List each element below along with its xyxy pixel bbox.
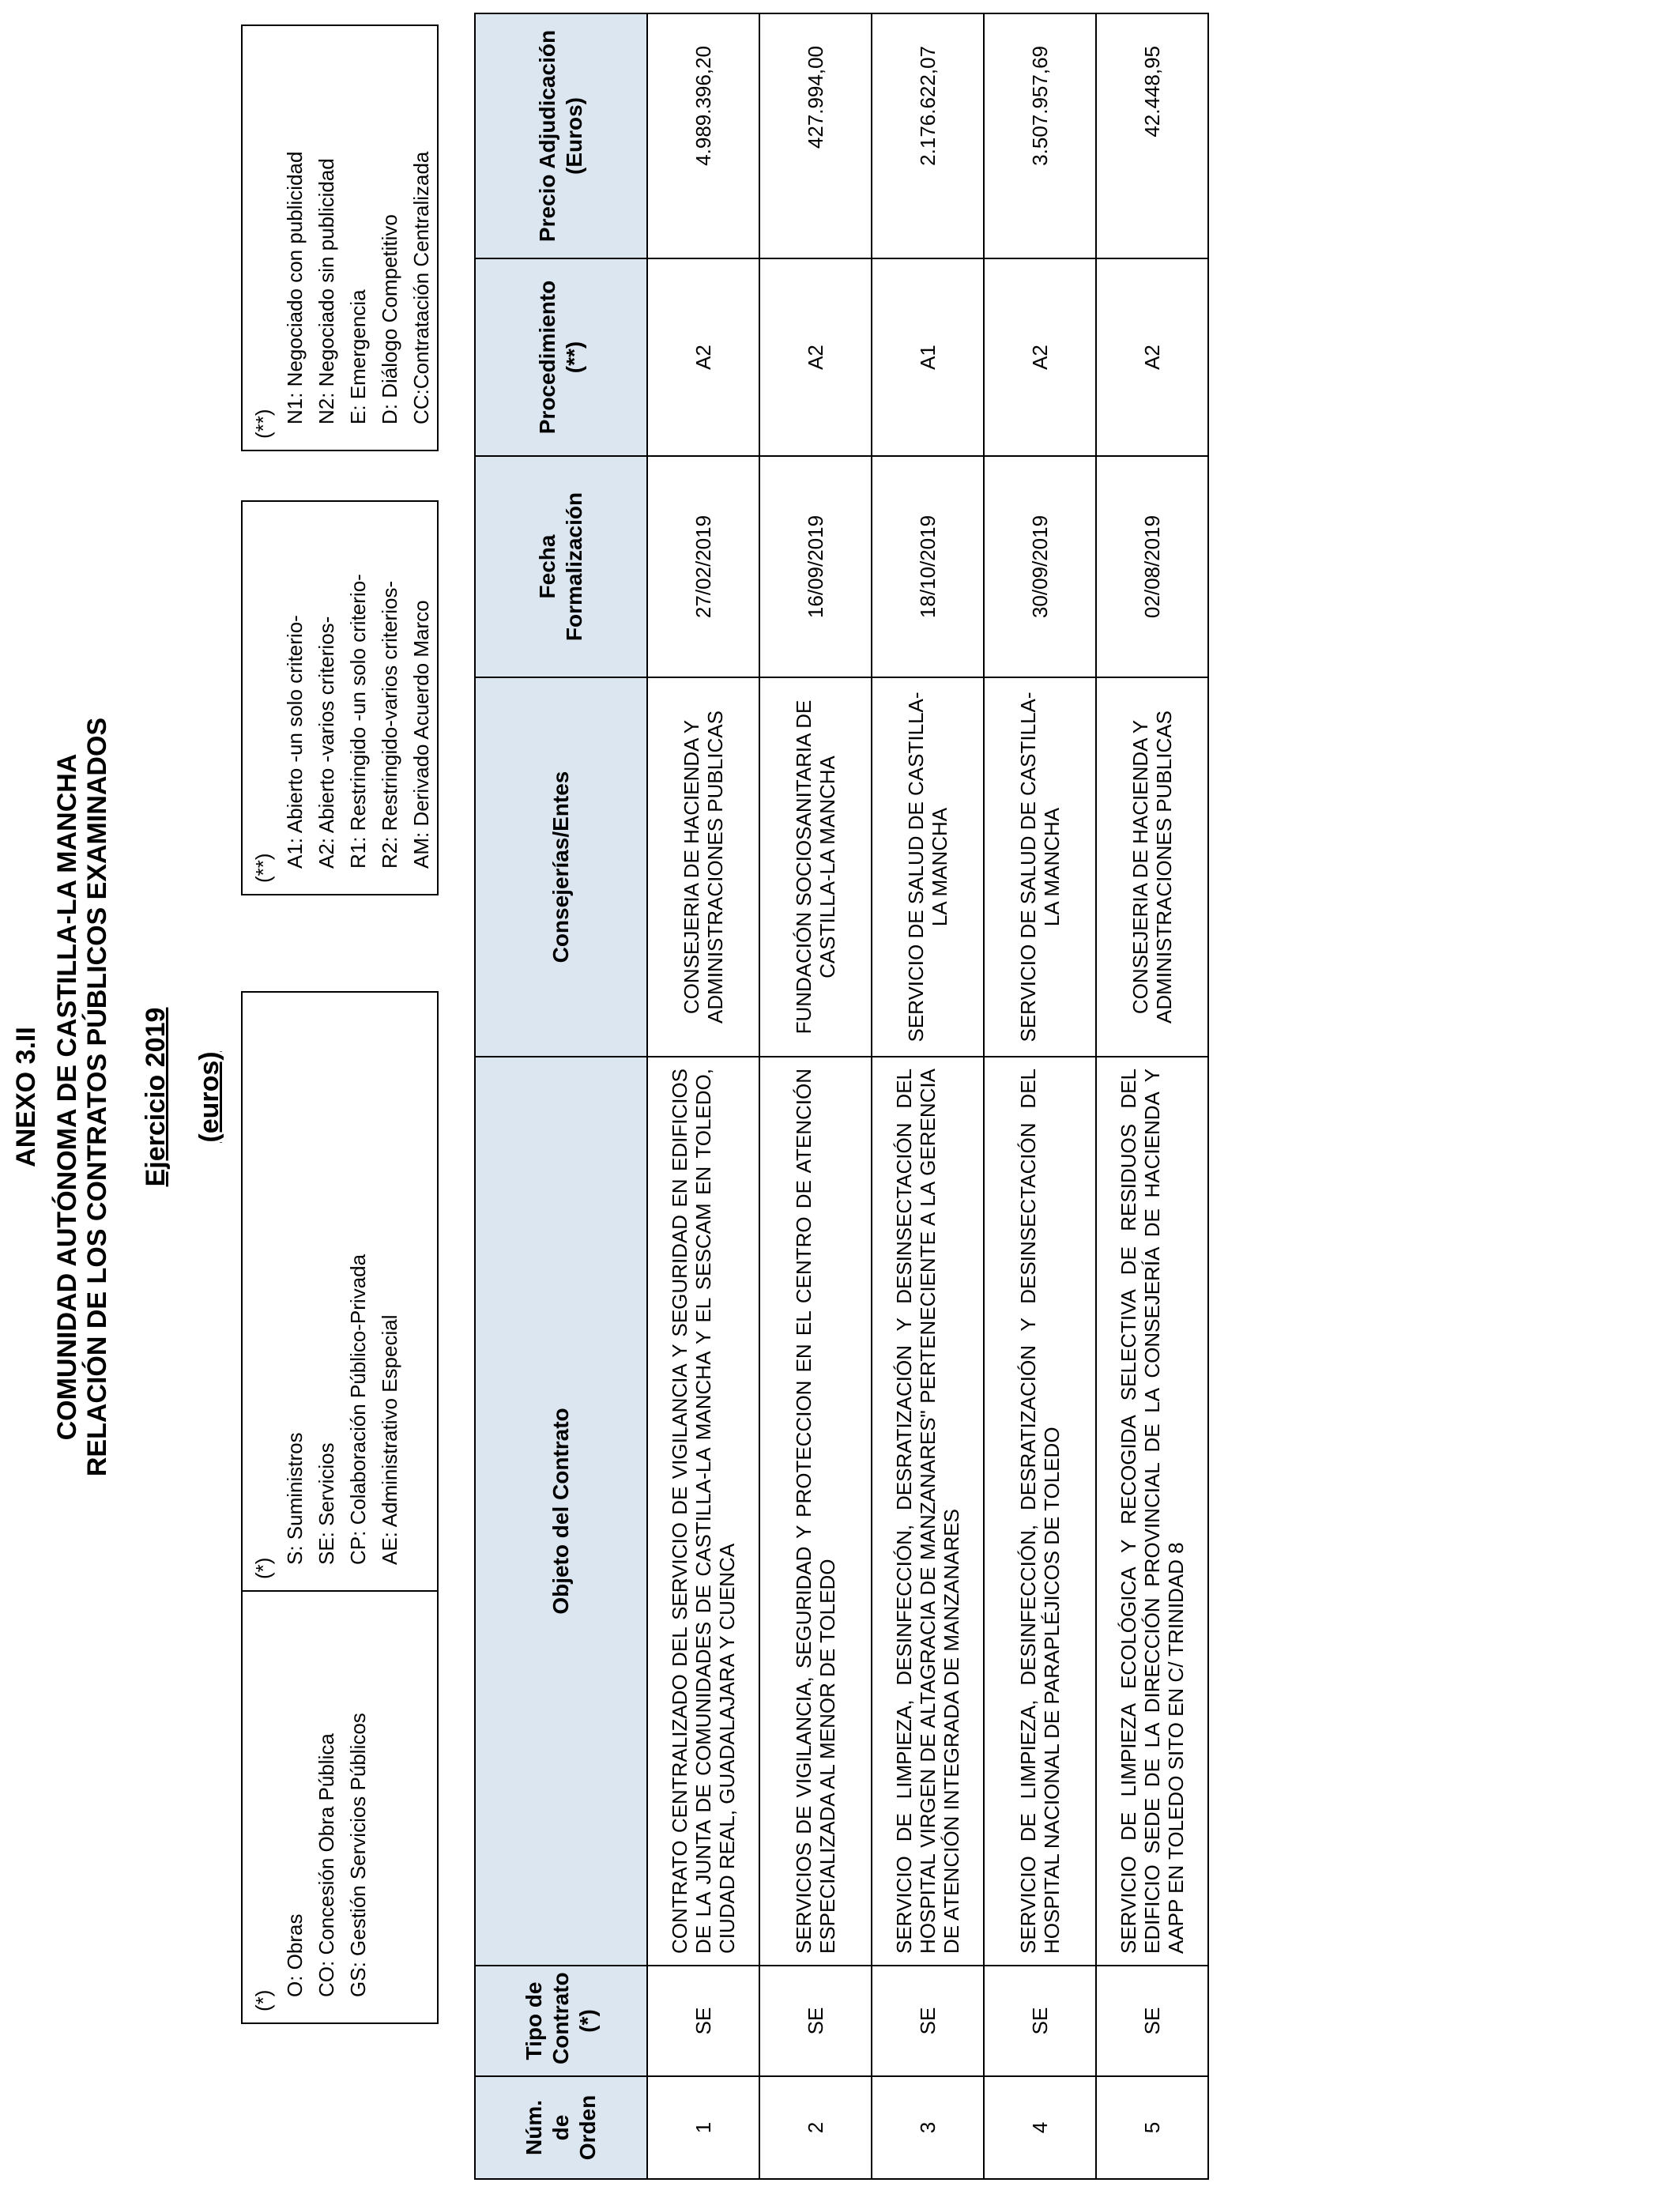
legend-item: N1: Negociado con publicidad (283, 151, 307, 424)
cell-procedimiento: A1 (872, 258, 984, 456)
table-row (984, 13, 1096, 2179)
cell-objeto: CONTRATO CENTRALIZADO DEL SERVICIO DE VIGILANCIA Y SEGURIDAD EN EDIFICIOS DE LA JUNTA DE COMUNIDADES DE CASTILLA-LA MANCHA Y EL SESCAM EN TOLEDO, CIUDAD REAL, GUADALAJARA Y CUENCA (647, 1057, 759, 1966)
table-row (1096, 13, 1208, 2179)
report-title: RELACIÓN DE LOS CONTRATOS PÚBLICOS EXAMINADOS (82, 717, 112, 1477)
cell-precio: 42.448,95 (1096, 13, 1208, 258)
legend-item: A2: Abierto -varios criterios- (315, 616, 338, 869)
legend-item: AM: Derivado Acuerdo Marco (409, 600, 433, 869)
header-fecha: Fecha Formalización (475, 456, 647, 677)
header-entes: Consejerías/Entes (475, 677, 647, 1057)
cell-procedimiento: A2 (759, 258, 872, 456)
cell-num: 1 (647, 2076, 759, 2179)
cell-procedimiento: A2 (984, 258, 1096, 456)
cell-entes: SERVICIO DE SALUD DE CASTILLA-LA MANCHA (984, 677, 1096, 1057)
cell-procedimiento: A2 (1096, 258, 1208, 456)
cell-precio: 3.507.957,69 (984, 13, 1096, 258)
legend-mark: (**) (251, 853, 275, 883)
cell-entes: CONSEJERIA DE HACIENDA Y ADMINISTRACIONES PUBLICAS (647, 677, 759, 1057)
legend-item: SE: Servicios (315, 1442, 338, 1565)
cell-procedimiento: A2 (647, 258, 759, 456)
cell-num: 4 (984, 2076, 1096, 2179)
cell-precio: 4.989.396,20 (647, 13, 759, 258)
header-procedimiento: Procedimiento (**) (475, 258, 647, 456)
cell-fecha: 30/09/2019 (984, 456, 1096, 677)
table-row (872, 13, 984, 2179)
legend-mark: (*) (251, 1989, 275, 2011)
legend-item: E: Emergencia (346, 289, 370, 424)
header-tipo: Tipo de Contrato (*) (475, 1966, 647, 2076)
legend-item: CO: Concesión Obra Pública (315, 1733, 338, 1997)
legend-item: O: Obras (283, 1913, 307, 1997)
cell-fecha: 16/09/2019 (759, 456, 872, 677)
legend-procedures-2 (241, 25, 439, 451)
cell-num: 2 (759, 2076, 872, 2179)
cell-objeto: SERVICIO DE LIMPIEZA, DESINFECCIÓN, DESRATIZACIÓN Y DESINSECTACIÓN DEL HOSPITAL NACIONAL DE PARAPLÉJICOS DE TOLEDO (984, 1057, 1096, 1966)
cell-entes: CONSEJERIA DE HACIENDA Y ADMINISTRACIONES PUBLICAS (1096, 677, 1208, 1057)
cell-tipo: SE (984, 1966, 1096, 2076)
table-row (759, 13, 872, 2179)
cell-tipo: SE (1096, 1966, 1208, 2076)
cell-entes: FUNDACIÓN SOCIOSANITARIA DE CASTILLA-LA MANCHA (759, 677, 872, 1057)
community-title: COMUNIDAD AUTÓNOMA DE CASTILLA-LA MANCHA (52, 753, 82, 1441)
cell-tipo: SE (647, 1966, 759, 2076)
legend-item: D: Diálogo Competitivo (378, 214, 401, 424)
legend-item: CC:Contratación Centralizada (409, 151, 433, 424)
legend-contract-types-1 (241, 1534, 439, 2024)
legend-item: GS: Gestión Servicios Públicos (346, 1713, 370, 1997)
cell-fecha: 18/10/2019 (872, 456, 984, 677)
cell-objeto: SERVICIO DE LIMPIEZA ECOLÓGICA Y RECOGIDA SELECTIVA DE RESIDUOS DEL EDIFICIO SEDE DE LA DIRECCIÓN PROVINCIAL DE LA CONSEJERÍA DE HACIENDA Y AAPP EN TOLEDO SITO EN C/ TRINIDAD 8 (1096, 1057, 1208, 1966)
legend-mark: (**) (251, 409, 275, 439)
header-precio: Precio Adjudicación (Euros) (475, 13, 647, 258)
cell-tipo: SE (872, 1966, 984, 2076)
legend-item: R2: Restringido-varios criterios- (378, 580, 401, 869)
cell-fecha: 02/08/2019 (1096, 456, 1208, 677)
cell-fecha: 27/02/2019 (647, 456, 759, 677)
legend-mark: (*) (251, 1557, 275, 1579)
table-header-row (475, 13, 647, 2179)
legend-item: N2: Negociado sin publicidad (315, 158, 338, 424)
legend-item: AE: Administrativo Especial (378, 1314, 401, 1565)
contracts-table (474, 13, 1209, 2180)
cell-objeto: SERVICIO DE LIMPIEZA, DESINFECCIÓN, DESRATIZACIÓN Y DESINSECTACIÓN DEL HOSPITAL VIRGEN DE ALTAGRACIA DE MANZANARES" PERTENECIENTE A LA GERENCIA DE ATENCIÓN INTEGRADA DE MANZANARES (872, 1057, 984, 1966)
table-row (647, 13, 759, 2179)
legend-item: S: Suministros (283, 1432, 307, 1565)
fiscal-year: Ejercicio 2019 (141, 1007, 171, 1187)
cell-tipo: SE (759, 1966, 872, 2076)
cell-precio: 427.994,00 (759, 13, 872, 258)
legend-item: R1: Restringido -un solo criterio- (346, 574, 370, 869)
legend-procedures-1 (241, 500, 439, 895)
header-objeto: Objeto del Contrato (475, 1057, 647, 1966)
cell-num: 5 (1096, 2076, 1208, 2179)
legend-item: A1: Abierto -un solo criterio- (283, 615, 307, 869)
cell-entes: SERVICIO DE SALUD DE CASTILLA-LA MANCHA (872, 677, 984, 1057)
cell-num: 3 (872, 2076, 984, 2179)
legend-contract-types-2 (241, 991, 439, 1592)
cell-precio: 2.176.622,07 (872, 13, 984, 258)
legend-item: CP: Colaboración Público-Privada (346, 1253, 370, 1565)
annex-title: ANEXO 3.II (11, 1027, 41, 1167)
currency-unit: (euros) (194, 1051, 224, 1143)
cell-objeto: SERVICIOS DE VIGILANCIA, SEGURIDAD Y PROTECCION EN EL CENTRO DE ATENCIÓN ESPECIALIZADA AL MENOR DE TOLEDO (759, 1057, 872, 1966)
header-num: Núm. de Orden (475, 2076, 647, 2179)
